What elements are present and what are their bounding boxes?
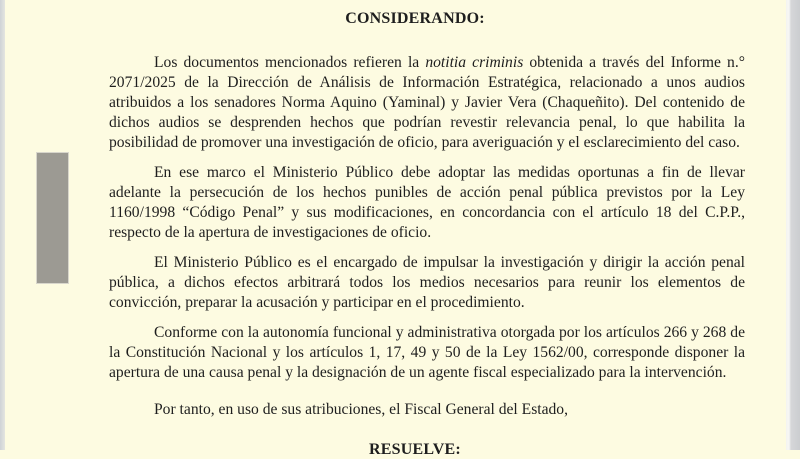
paragraph-1-italic-term: notitia criminis xyxy=(425,54,524,71)
paragraph-2-text: En ese marco el Ministerio Público debe adoptar las medidas oportunas a fin de llevar adelante la persecución de los hechos punibles de acción penal pública previstos por la Ley 1160/1998 “Código Penal” y sus modificaciones, en concordancia con el artículo 18 del C.P.P., respecto de la apertura de investigaciones de oficio. xyxy=(109,164,745,241)
paragraph-1-text-end: obtenida a través del Informe n.° 2071/2025 de la Dirección de Análisis de Información Estratégica, relacionado a unos audios atribuidos a los senadores Norma Aquino (Yaminal) y Javier Vera (Chaqueñito). Del contenido de dichos audios se desprenden hechos que podrían revestir relevancia penal, lo que habilita la posibilidad de promover una investigación de oficio, para averiguación y el esclarecimiento del caso. xyxy=(109,54,745,151)
page-right-border xyxy=(786,0,800,450)
paragraph-4 xyxy=(109,323,745,383)
paragraph-1 xyxy=(109,53,745,153)
paragraph-5 xyxy=(109,400,745,420)
section-heading-considerando: CONSIDERANDO: xyxy=(345,10,485,27)
section-heading-resuelve: RESUELVE: xyxy=(369,441,461,458)
paragraph-2 xyxy=(109,163,745,243)
page-left-border xyxy=(0,0,5,450)
paragraph-4-text: Conforme con la autonomía funcional y administrativa otorgada por los artículos 266 y 268 de la Constitución Nacional y los artículos 1, 17, 49 y 50 de la Ley 1562/00, corresponde disponer la apertura de una causa penal y la designación de un agente fiscal especializado para la intervención. xyxy=(109,324,745,381)
redaction-block xyxy=(37,153,68,283)
paragraph-5-text: Por tanto, en uso de sus atribuciones, el Fiscal General del Estado, xyxy=(154,401,569,418)
paragraph-1-text-start: Los documentos mencionados refieren la xyxy=(154,54,426,71)
paragraph-3-text: El Ministerio Público es el encargado de impulsar la investigación y dirigir la acción penal pública, a dichos efectos arbitrará todos los medios necesarios para reunir los elementos de convicción, preparar la acusación y participar en el procedimiento. xyxy=(109,254,745,311)
paragraph-3 xyxy=(109,253,745,313)
